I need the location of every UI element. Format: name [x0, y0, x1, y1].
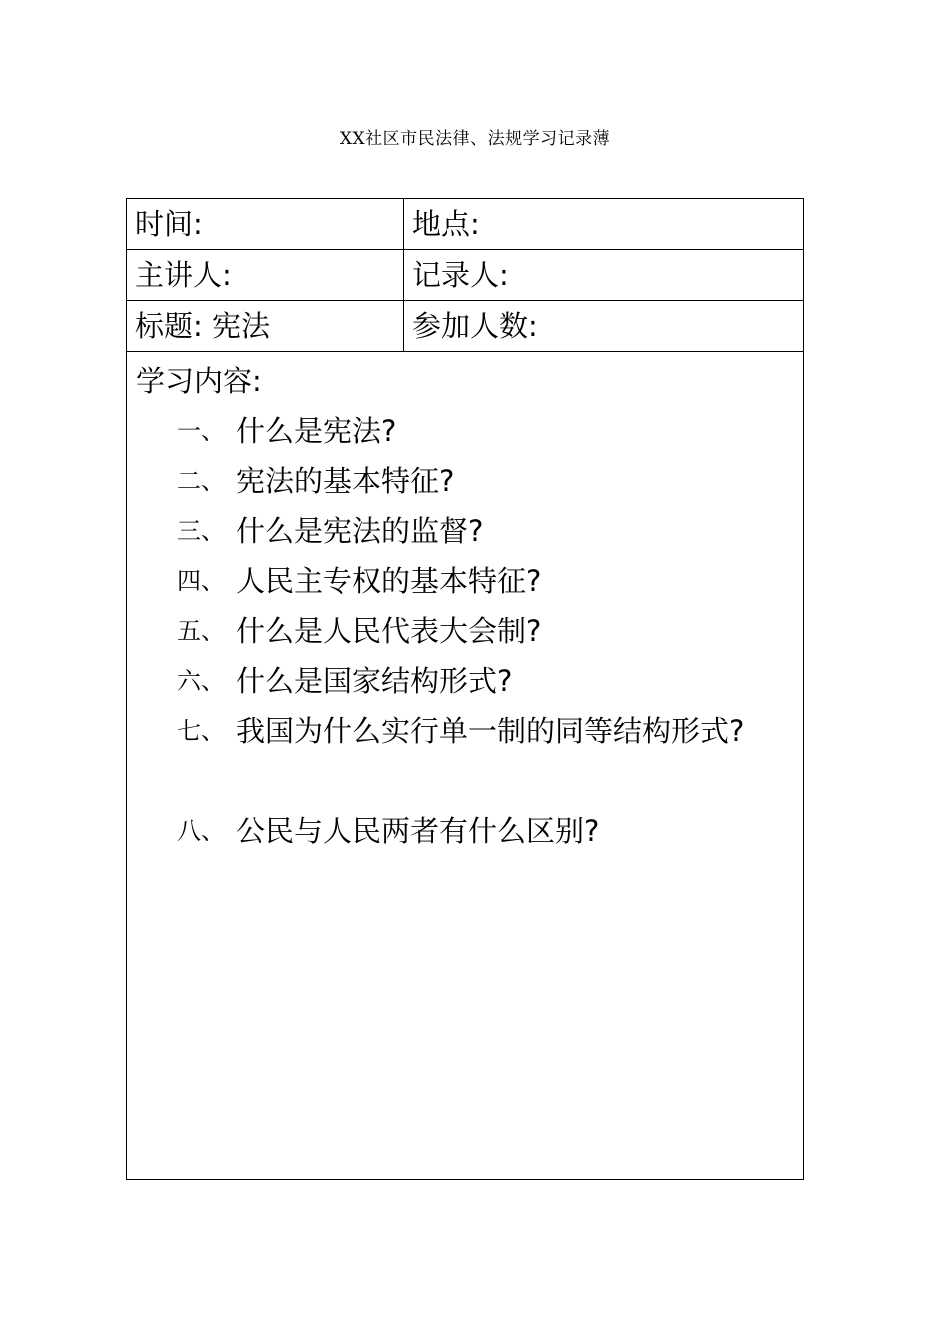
- item-text: 宪法的基本特征?: [236, 464, 455, 498]
- study-record-table: [126, 198, 804, 1180]
- item-number: 七、: [177, 717, 225, 745]
- item-text: 什么是人民代表大会制?: [236, 614, 542, 648]
- time-cell: 时间:: [127, 199, 404, 249]
- item-text: 什么是国家结构形式?: [236, 664, 513, 698]
- table-row: [127, 199, 803, 250]
- item-text: 什么是宪法的监督?: [236, 514, 484, 548]
- item-text: 我国为什么实行单一制的同等结构形式?: [236, 714, 745, 748]
- study-content-label: 学习内容:: [136, 364, 262, 398]
- item-number: 六、: [177, 667, 225, 695]
- item-number: 二、: [177, 467, 225, 495]
- table-row: [127, 250, 803, 301]
- item-number: 三、: [177, 517, 225, 545]
- item-number: 一、: [177, 417, 225, 445]
- speaker-cell: 主讲人:: [127, 250, 404, 300]
- recorder-cell: 记录人:: [412, 258, 509, 292]
- place-cell: 地点:: [412, 207, 480, 241]
- item-number: 五、: [177, 617, 225, 645]
- item-text: 公民与人民两者有什么区别?: [236, 814, 600, 848]
- item-text: 人民主专权的基本特征?: [236, 564, 542, 598]
- topic-cell: 标题: 宪法: [127, 301, 404, 351]
- item-number: 四、: [177, 567, 225, 595]
- item-number: 八、: [177, 817, 225, 845]
- document-title: XX社区市民法律、法规学习记录薄: [339, 129, 611, 149]
- table-row: [127, 301, 803, 352]
- attendees-cell: 参加人数:: [412, 309, 538, 343]
- item-text: 什么是宪法?: [236, 414, 397, 448]
